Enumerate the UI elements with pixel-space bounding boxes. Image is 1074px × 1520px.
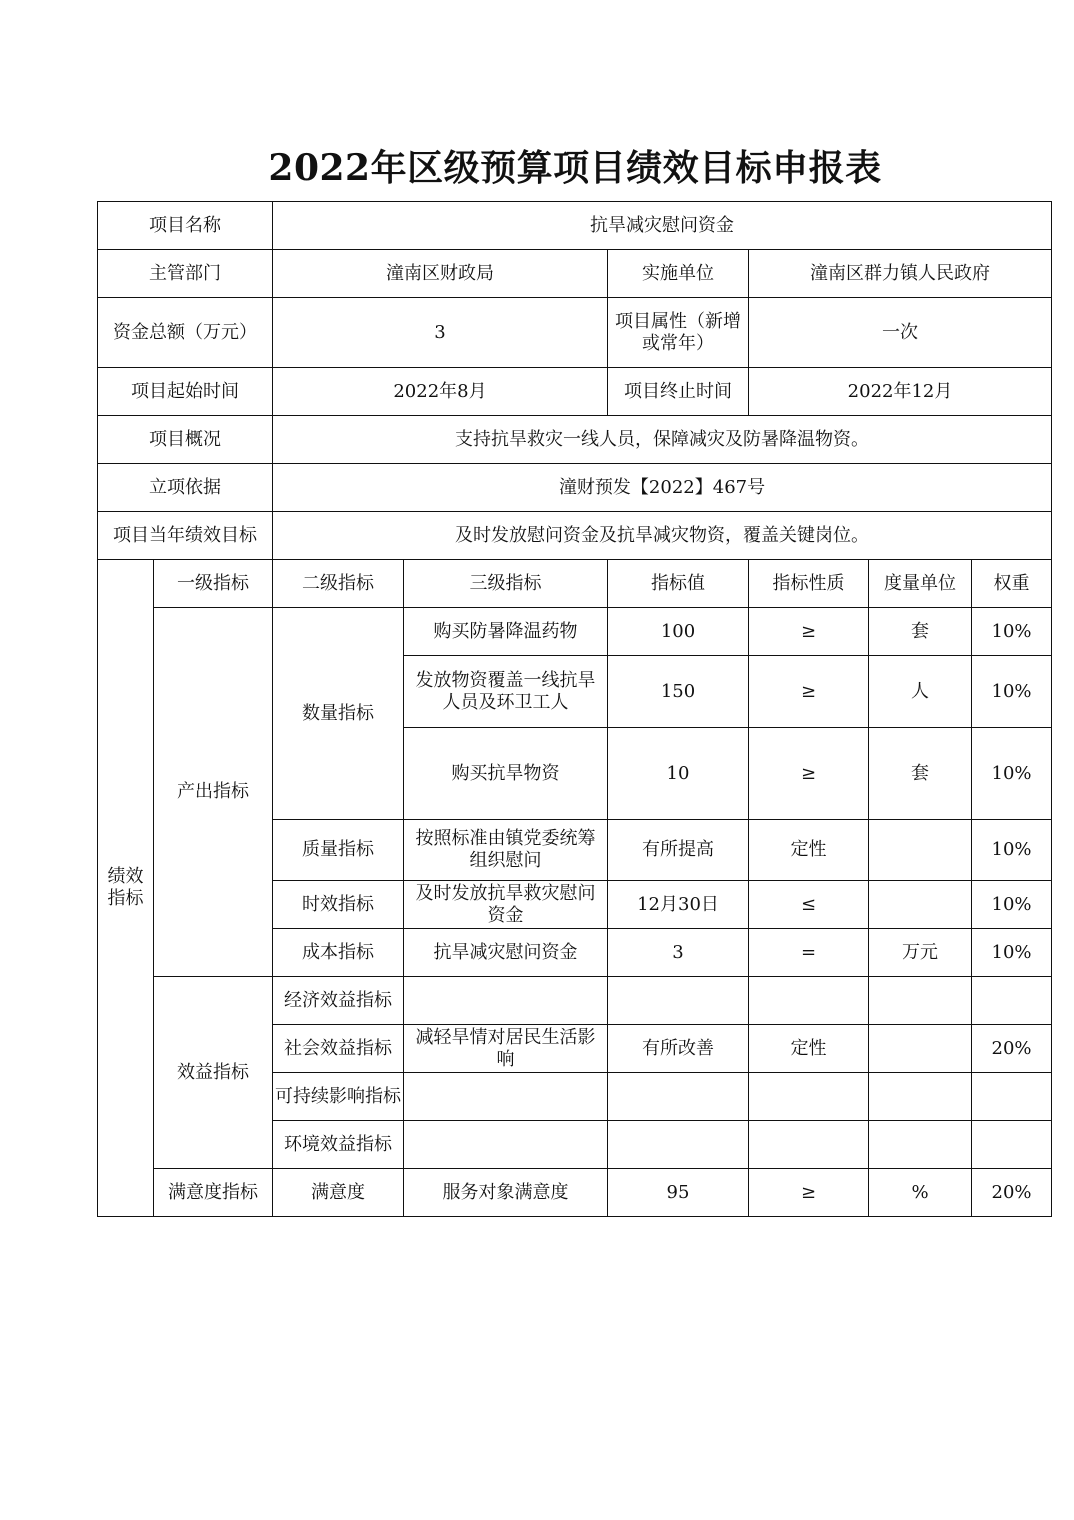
indicator-weight: 20% — [972, 1169, 1052, 1217]
table-row — [98, 977, 1052, 1025]
indicator-unit — [869, 1073, 972, 1121]
page-title: 2022年区级预算项目绩效目标申报表 — [268, 147, 882, 189]
indicator-nature: ≥ — [749, 656, 869, 728]
row-basis — [98, 464, 1052, 512]
level2-environment: 环境效益指标 — [273, 1121, 404, 1169]
level2-timeliness: 时效指标 — [273, 881, 404, 929]
indicator-nature: 定性 — [749, 1025, 869, 1073]
dept-value: 潼南区财政局 — [273, 250, 608, 298]
end-value: 2022年12月 — [749, 368, 1052, 416]
level2-quantity: 数量指标 — [273, 608, 404, 820]
header-cell: 权重 — [972, 560, 1052, 608]
indicator-nature — [749, 977, 869, 1025]
perf-indicator-label: 绩效指标 — [98, 560, 154, 1217]
indicator-value: 100 — [608, 608, 749, 656]
project-name-label: 项目名称 — [98, 202, 273, 250]
indicator-value: 95 — [608, 1169, 749, 1217]
indicator-value — [608, 1121, 749, 1169]
indicator-unit — [869, 1121, 972, 1169]
indicator-weight: 10% — [972, 728, 1052, 820]
level1-satisfaction: 满意度指标 — [154, 1169, 273, 1217]
header-cell: 一级指标 — [154, 560, 273, 608]
indicator-nature: 定性 — [749, 820, 869, 881]
row-fund — [98, 298, 1052, 368]
impl-label: 实施单位 — [608, 250, 749, 298]
indicator-value: 10 — [608, 728, 749, 820]
header-cell: 二级指标 — [273, 560, 404, 608]
indicator-nature — [749, 1073, 869, 1121]
row-overview — [98, 416, 1052, 464]
indicator-value: 有所改善 — [608, 1025, 749, 1073]
table-row — [98, 1169, 1052, 1217]
indicator-name — [404, 977, 608, 1025]
end-label: 项目终止时间 — [608, 368, 749, 416]
level2-social: 社会效益指标 — [273, 1025, 404, 1073]
indicator-name: 减轻旱情对居民生活影响 — [404, 1025, 608, 1073]
indicator-value — [608, 977, 749, 1025]
basis-value: 潼财预发【2022】467号 — [273, 464, 1052, 512]
indicator-nature: ≥ — [749, 608, 869, 656]
overview-label: 项目概况 — [98, 416, 273, 464]
indicator-unit: 套 — [869, 608, 972, 656]
indicator-weight — [972, 1121, 1052, 1169]
level2-economic: 经济效益指标 — [273, 977, 404, 1025]
fund-label: 资金总额（万元） — [98, 298, 273, 368]
indicator-weight: 10% — [972, 820, 1052, 881]
indicator-weight: 10% — [972, 656, 1052, 728]
indicator-name: 购买防暑降温药物 — [404, 608, 608, 656]
indicator-weight — [972, 977, 1052, 1025]
indicator-value — [608, 1073, 749, 1121]
row-project-name — [98, 202, 1052, 250]
indicator-weight: 10% — [972, 608, 1052, 656]
indicator-name: 按照标准由镇党委统筹组织慰问 — [404, 820, 608, 881]
indicator-name: 购买抗旱物资 — [404, 728, 608, 820]
impl-value: 潼南区群力镇人民政府 — [749, 250, 1052, 298]
indicator-value: 3 — [608, 929, 749, 977]
indicator-weight: 10% — [972, 929, 1052, 977]
indicator-name — [404, 1121, 608, 1169]
indicator-unit — [869, 1025, 972, 1073]
indicator-value: 150 — [608, 656, 749, 728]
basis-label: 立项依据 — [98, 464, 273, 512]
header-cell: 度量单位 — [869, 560, 972, 608]
level1-benefit: 效益指标 — [154, 977, 273, 1169]
fund-value: 3 — [273, 298, 608, 368]
indicator-name: 服务对象满意度 — [404, 1169, 608, 1217]
indicator-nature: ≥ — [749, 1169, 869, 1217]
indicator-nature: ≤ — [749, 881, 869, 929]
indicator-value: 12月30日 — [608, 881, 749, 929]
row-time — [98, 368, 1052, 416]
indicator-nature: ≥ — [749, 728, 869, 820]
row-goal — [98, 512, 1052, 560]
start-value: 2022年8月 — [273, 368, 608, 416]
indicator-unit: 套 — [869, 728, 972, 820]
indicator-unit: 人 — [869, 656, 972, 728]
indicator-weight: 20% — [972, 1025, 1052, 1073]
level1-output: 产出指标 — [154, 608, 273, 977]
header-cell: 指标性质 — [749, 560, 869, 608]
overview-value: 支持抗旱救灾一线人员，保障减灾及防暑降温物资。 — [273, 416, 1052, 464]
indicator-nature — [749, 1121, 869, 1169]
indicator-value: 有所提高 — [608, 820, 749, 881]
start-label: 项目起始时间 — [98, 368, 273, 416]
indicator-unit — [869, 820, 972, 881]
performance-form-table — [97, 201, 1052, 1217]
indicator-unit — [869, 977, 972, 1025]
attr-value: 一次 — [749, 298, 1052, 368]
indicator-unit — [869, 881, 972, 929]
indicator-name: 发放物资覆盖一线抗旱人员及环卫工人 — [404, 656, 608, 728]
level2-sustain: 可持续影响指标 — [273, 1073, 404, 1121]
indicator-weight — [972, 1073, 1052, 1121]
project-name-value: 抗旱减灾慰问资金 — [273, 202, 1052, 250]
goal-label: 项目当年绩效目标 — [98, 512, 273, 560]
level2-satisfaction: 满意度 — [273, 1169, 404, 1217]
goal-value: 及时发放慰问资金及抗旱减灾物资，覆盖关键岗位。 — [273, 512, 1052, 560]
indicator-nature: = — [749, 929, 869, 977]
table-row — [98, 608, 1052, 656]
indicator-header-row — [98, 560, 1052, 608]
header-cell: 三级指标 — [404, 560, 608, 608]
level2-quality: 质量指标 — [273, 820, 404, 881]
indicator-name — [404, 1073, 608, 1121]
level2-cost: 成本指标 — [273, 929, 404, 977]
indicator-weight: 10% — [972, 881, 1052, 929]
indicator-unit: 万元 — [869, 929, 972, 977]
dept-label: 主管部门 — [98, 250, 273, 298]
indicator-name: 抗旱减灾慰问资金 — [404, 929, 608, 977]
indicator-name: 及时发放抗旱救灾慰问资金 — [404, 881, 608, 929]
header-cell: 指标值 — [608, 560, 749, 608]
indicator-unit: % — [869, 1169, 972, 1217]
attr-label: 项目属性（新增或常年） — [608, 298, 749, 368]
row-department — [98, 250, 1052, 298]
